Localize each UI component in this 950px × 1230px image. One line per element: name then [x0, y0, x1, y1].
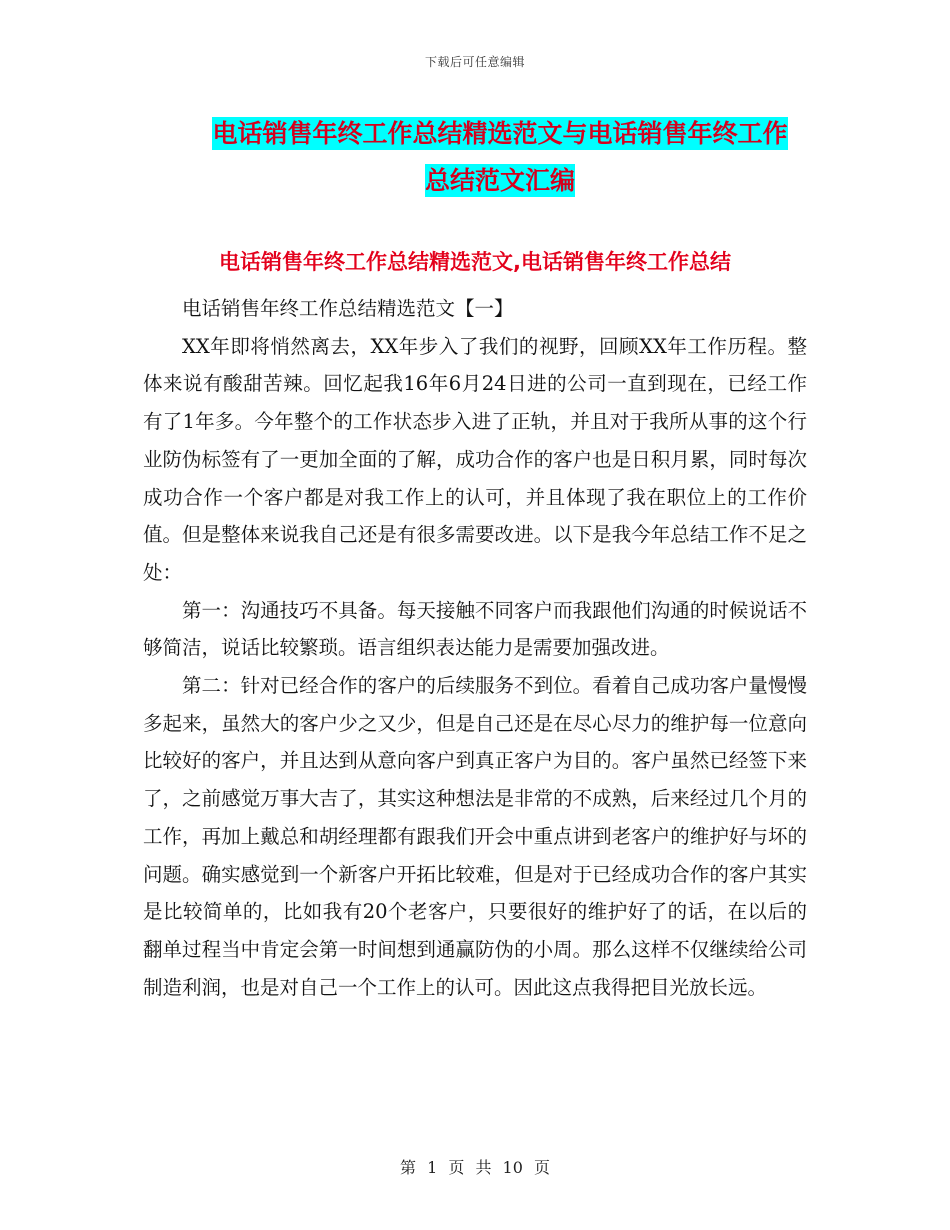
document-title-line-2: 总结范文汇编 [424, 166, 575, 195]
document-body [143, 290, 807, 1006]
paragraph: 第一：沟通技巧不具备。每天接触不同客户而我跟他们沟通的时候说话不够简洁，说话比较繁琐。语言组织表达能力是需要加强改进。 [143, 598, 807, 660]
section-title: 电话销售年终工作总结精选范文,电话销售年终工作总结 [219, 250, 731, 274]
header-note: 下载后可任意编辑 [424, 55, 525, 69]
paragraph: 第二：针对已经合作的客户的后续服务不到位。看着自己成功客户量慢慢多起来，虽然大的客户少之又少，但是自己还是在尽心尽力的维护每一位意向比较好的客户，并且达到从意向客户到真正客户为目的。客户虽然已经签下来了，之前感觉万事大吉了，其实这种想法是非常的不成熟，后来经过几个月的工作，再加上戴总和胡经理都有跟我们开会中重点讲到老客户的维护好与坏的问题。确实感觉到一个新客户开拓比较难，但是对于已经成功合作的客户其实是比较简单的，比如我有20个老客户，只要很好的维护好了的话，在以后的翻单过程当中肯定会第一时间想到通赢防伪的小周。那么这样不仅继续给公司制造利润，也是对自己一个工作上的认可。因此这点我得把目光放长远。 [143, 674, 807, 999]
page-footer: 第 1 页 共 10 页 [400, 1158, 550, 1177]
document-title [140, 110, 860, 204]
document-title-line-1: 电话销售年终工作总结精选范文与电话销售年终工作 [212, 119, 788, 148]
paragraph-subheading: 电话销售年终工作总结精选范文【一】 [182, 297, 514, 320]
paragraph: XX年即将悄然离去，XX年步入了我们的视野，回顾XX年工作历程。整体来说有酸甜苦辣。回忆起我16年6月24日进的公司一直到现在，已经工作有了1年多。今年整个的工作状态步入进了正轨，并且对于我所从事的这个行业防伪标签有了一更加全面的了解，成功合作的客户也是日积月累，同时每次成功合作一个客户都是对我工作上的认可，并且体现了我在职位上的工作价值。但是整体来说我自己还是有很多需要改进。以下是我今年总结工作不足之处： [143, 334, 807, 584]
